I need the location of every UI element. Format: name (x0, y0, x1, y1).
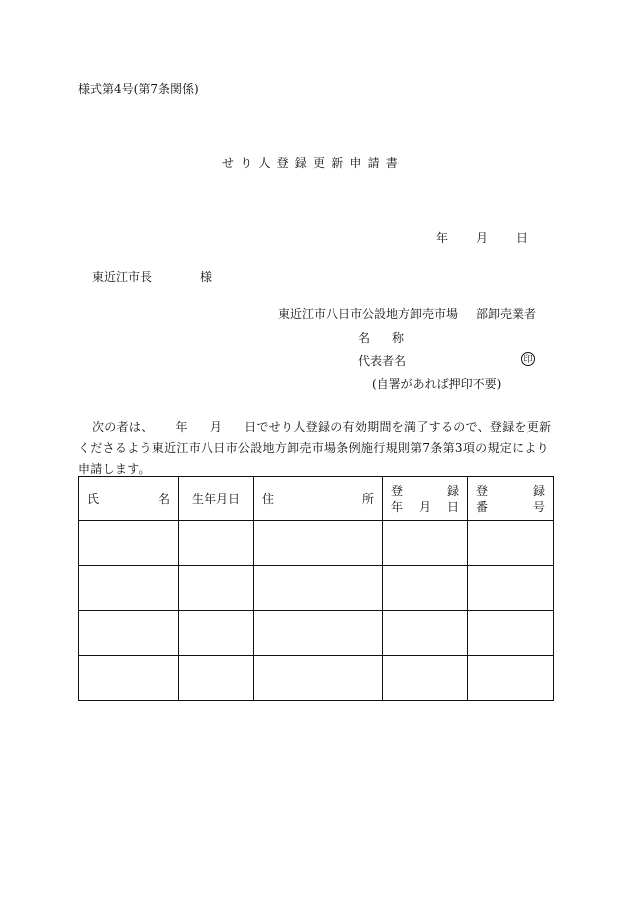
cell-address[interactable] (254, 656, 383, 701)
cell-birthdate[interactable] (179, 656, 254, 701)
date-year-label: 年 (436, 231, 449, 245)
table-row (79, 656, 554, 701)
statement-year: 年 (175, 420, 188, 434)
header-birthdate: 生年月日 (179, 477, 254, 521)
header-name: 氏 名 (79, 477, 179, 521)
cell-registration-number[interactable] (468, 611, 554, 656)
date-month-label: 月 (476, 231, 489, 245)
cell-address[interactable] (254, 611, 383, 656)
table-row (79, 566, 554, 611)
header-registration-number: 登 録 番 号 (468, 477, 554, 521)
sender-name-label-1: 名 (358, 331, 371, 345)
cell-name[interactable] (79, 521, 179, 566)
cell-address[interactable] (254, 521, 383, 566)
date-line (436, 231, 528, 245)
signature-note: (自署があれば押印不要) (372, 377, 502, 391)
addressee-name: 東近江市長 (92, 270, 153, 284)
table-row (79, 611, 554, 656)
cell-registration-number[interactable] (468, 566, 554, 611)
representative-label: 代表者名 (358, 354, 407, 368)
cell-registration-date[interactable] (383, 566, 468, 611)
cell-address[interactable] (254, 566, 383, 611)
seal-mark: 印 (521, 352, 535, 366)
date-day-label: 日 (516, 231, 529, 245)
cell-name[interactable] (79, 611, 179, 656)
header-address: 住 所 (254, 477, 383, 521)
cell-birthdate[interactable] (179, 566, 254, 611)
statement-month: 月 (209, 420, 223, 434)
sender-market: 東近江市八日市公設地方卸売市場 (278, 307, 459, 321)
document-title: せり人登録更新申請書 (222, 156, 405, 170)
cell-registration-number[interactable] (468, 521, 554, 566)
addressee (92, 270, 212, 284)
form-number: 様式第4号(第7条関係) (78, 82, 199, 96)
registration-table (78, 476, 554, 701)
table-header-row (79, 477, 554, 521)
statement-part-1: 次の者は、 (92, 420, 154, 434)
statement-part-2: 日でせり人登録の有効期間を満了するので、登録を更新くださるよう東近江市八日市公設地方卸売市場条例施行規則第7条第3項の規定により申請します。 (78, 420, 552, 476)
cell-name[interactable] (79, 656, 179, 701)
header-registration-date: 登 録 年 月 日 (383, 477, 468, 521)
addressee-honorific: 様 (200, 270, 213, 284)
cell-registration-date[interactable] (383, 656, 468, 701)
sender-name-label (358, 331, 404, 345)
cell-registration-date[interactable] (383, 611, 468, 656)
cell-birthdate[interactable] (179, 611, 254, 656)
sender-organization (278, 307, 536, 321)
table-row (79, 521, 554, 566)
cell-registration-date[interactable] (383, 521, 468, 566)
application-statement (78, 417, 554, 480)
cell-birthdate[interactable] (179, 521, 254, 566)
cell-registration-number[interactable] (468, 656, 554, 701)
sender-role: 部卸売業者 (476, 307, 537, 321)
cell-name[interactable] (79, 566, 179, 611)
sender-name-label-2: 称 (392, 331, 405, 345)
